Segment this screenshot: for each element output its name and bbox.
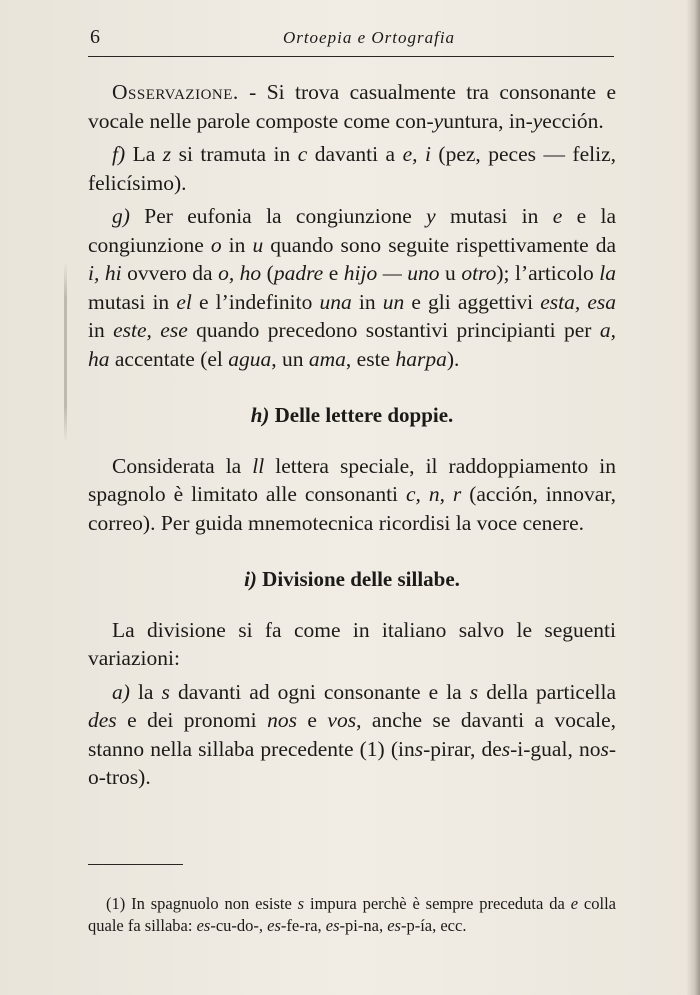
text-run: u bbox=[439, 261, 462, 285]
italic-run: es bbox=[267, 915, 281, 935]
italic-run: un bbox=[382, 289, 405, 314]
footnote bbox=[88, 893, 616, 937]
italic-run: e, i bbox=[402, 142, 431, 166]
text-run: e bbox=[296, 708, 328, 732]
paragraph-osservazione bbox=[88, 78, 616, 135]
italic-run: z bbox=[162, 142, 172, 166]
text-run: davanti ad ogni consonante e la bbox=[169, 679, 470, 704]
italic-run: ll bbox=[252, 453, 265, 478]
italic-run: e bbox=[552, 204, 563, 228]
text-run: lettera speciale, il raddoppiamento in spagnolo è limitato alle consonanti bbox=[88, 453, 616, 506]
text-run: e l’indefinito bbox=[191, 289, 320, 314]
running-title: Ortoepia e Ortografia bbox=[282, 28, 456, 47]
italic-run: s bbox=[414, 736, 424, 761]
section-marker: h) bbox=[250, 403, 270, 427]
text-run: impura perchè è sempre preceduta da bbox=[304, 893, 571, 913]
margin-pencil-mark bbox=[64, 262, 67, 442]
page-edge-shadow bbox=[686, 0, 700, 995]
text-run: accentate (el bbox=[109, 346, 229, 371]
text-run: -pi-na, bbox=[339, 915, 388, 935]
body-text bbox=[88, 78, 616, 792]
italic-run: ama bbox=[308, 346, 346, 371]
italic-run: s bbox=[501, 736, 511, 761]
text-run: e la congiunzione bbox=[88, 204, 616, 257]
item-marker: a) bbox=[112, 679, 130, 704]
text-run: mutasi in bbox=[88, 289, 177, 314]
italic-run: es bbox=[387, 915, 401, 935]
page-header bbox=[88, 26, 614, 57]
text-run: (1) In spagnuolo non esiste bbox=[106, 893, 298, 913]
text-run: -fe-ra, bbox=[280, 915, 326, 935]
text-run: quando sono seguite rispettivamente da bbox=[263, 232, 617, 257]
italic-run: y bbox=[426, 204, 436, 228]
italic-run: s bbox=[600, 736, 609, 761]
italic-run: es bbox=[196, 915, 211, 935]
text-run: colla quale fa sillaba: bbox=[88, 893, 616, 935]
text-run: quando precedono sostantivi principianti per bbox=[187, 318, 600, 342]
section-title-text: Divisione delle sillabe. bbox=[256, 567, 460, 591]
section-marker: i) bbox=[244, 567, 257, 591]
italic-run: otro bbox=[461, 261, 497, 285]
text-run: in bbox=[88, 318, 114, 342]
text-run: e gli aggettivi bbox=[404, 289, 541, 314]
paragraph-g bbox=[88, 202, 616, 373]
italic-run: c bbox=[297, 142, 308, 166]
text-run: La bbox=[125, 142, 163, 166]
italic-run: vos bbox=[327, 708, 357, 732]
italic-run: agua bbox=[228, 346, 272, 371]
text-run: -p-ía, ecc. bbox=[400, 915, 467, 935]
text-run: -cu-do-, bbox=[210, 915, 268, 935]
italic-run: s bbox=[297, 893, 305, 913]
italic-run: nos bbox=[267, 708, 297, 732]
italic-run: c, n, r bbox=[405, 482, 462, 506]
text-run: ovvero da bbox=[121, 261, 219, 285]
page-number: 6 bbox=[90, 26, 100, 48]
italic-run: este, ese bbox=[113, 318, 188, 342]
paragraph-f bbox=[88, 140, 616, 197]
text-run: mutasi in bbox=[435, 204, 553, 228]
italic-run: y bbox=[532, 108, 543, 133]
osservazione-label: Osservazione. bbox=[112, 80, 239, 104]
text-run: , anche se davanti a vocale, stanno nella sillaba precedente (1) (in bbox=[88, 708, 617, 761]
italic-run: o, ho bbox=[218, 261, 262, 285]
italic-run: a, ha bbox=[88, 318, 616, 371]
item-marker: f) bbox=[112, 142, 126, 166]
italic-run: des bbox=[88, 708, 117, 732]
italic-run: la bbox=[599, 261, 617, 285]
text-run: e bbox=[323, 261, 344, 285]
section-heading-i bbox=[88, 565, 616, 594]
text-run: , un bbox=[271, 346, 309, 371]
text-run: in bbox=[221, 232, 253, 257]
text-run: , este bbox=[345, 346, 396, 371]
paragraph-a bbox=[88, 678, 616, 792]
footnote-rule bbox=[88, 864, 183, 865]
text-run: Per eufonia la congiunzione bbox=[129, 204, 427, 228]
italic-run: i, hi bbox=[88, 261, 122, 285]
text-run: -o-tros). bbox=[88, 736, 616, 789]
text-run: (acción, innovar, correo). Per guida mnemotecnica ricordisi la voce cenere. bbox=[88, 482, 616, 535]
italic-run: el bbox=[176, 289, 192, 314]
text-run: Considerata la bbox=[112, 453, 253, 478]
text-run: ección. bbox=[542, 108, 604, 133]
text-run: - Si trova casualmente tra consonante e vocale nelle parole composte come con- bbox=[88, 80, 616, 133]
text-run: si tramuta in bbox=[171, 142, 298, 166]
italic-run: e bbox=[570, 893, 579, 913]
italic-run: esta, esa bbox=[540, 289, 616, 314]
italic-run: y bbox=[433, 108, 444, 133]
text-run: e dei pronomi bbox=[116, 708, 268, 732]
text-run: (pez, peces — feliz, felicísimo). bbox=[88, 142, 617, 195]
text-run: della particella bbox=[478, 679, 616, 704]
italic-run: s bbox=[161, 679, 170, 704]
italic-run: harpa bbox=[395, 346, 447, 371]
text-run: -pirar, de bbox=[423, 736, 502, 761]
italic-run: hijo — uno bbox=[343, 261, 440, 285]
italic-run: u bbox=[252, 232, 264, 257]
italic-run: es bbox=[325, 915, 340, 935]
paragraph-i: La divisione si fa come in italiano salvo le seguenti variazioni: bbox=[88, 617, 616, 670]
section-heading-h bbox=[88, 401, 616, 430]
text-run: la bbox=[129, 679, 162, 704]
text-run: untura, in- bbox=[443, 108, 533, 133]
text-run: -i-gual, no bbox=[510, 736, 601, 761]
text-run: ). bbox=[446, 346, 460, 371]
text-run: in bbox=[351, 289, 383, 314]
text-run: ( bbox=[261, 261, 274, 285]
item-marker: g) bbox=[112, 204, 130, 228]
section-title-text: Delle lettere doppie. bbox=[269, 403, 454, 427]
text-run: ); l’articolo bbox=[496, 261, 600, 285]
italic-run: o bbox=[210, 232, 222, 257]
italic-run: padre bbox=[273, 261, 324, 285]
italic-run: una bbox=[319, 289, 352, 314]
text-run: davanti a bbox=[307, 142, 403, 166]
italic-run: s bbox=[469, 679, 479, 704]
paragraph-h bbox=[88, 452, 616, 538]
